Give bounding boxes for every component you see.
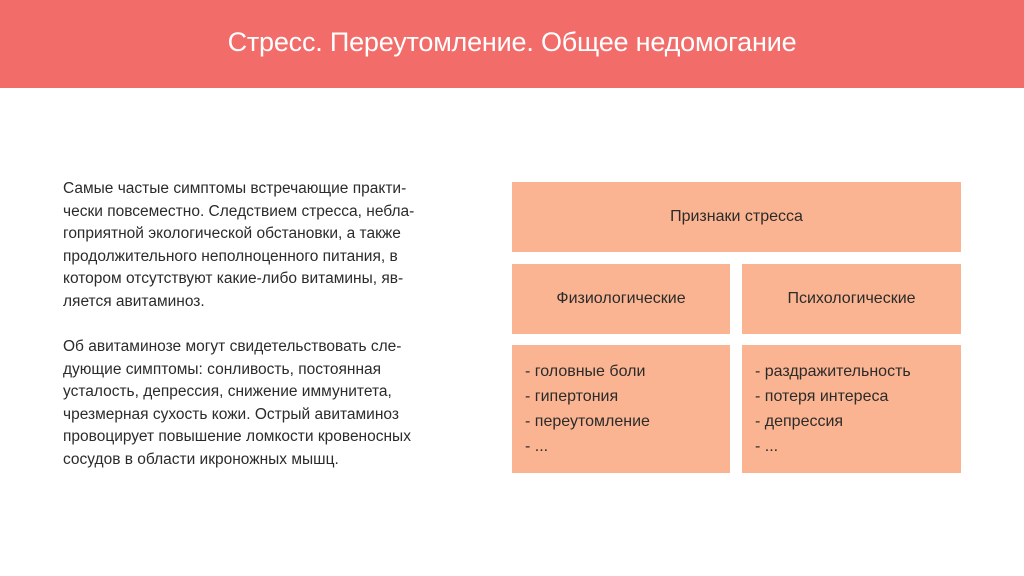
list-item: - ...: [525, 438, 549, 455]
paragraph-2: [63, 336, 503, 472]
list-item: - гипертония: [525, 388, 619, 405]
psychological-box: [742, 264, 961, 334]
slide-title: Стресс. Переутомление. Общее недомогание: [227, 27, 797, 57]
list-item: - переутомление: [525, 413, 650, 430]
stress-signs-box: [512, 182, 961, 252]
title-bar: [0, 0, 1024, 88]
paragraph-1-line: гоприятной экологической обстановки, а также: [63, 225, 401, 243]
paragraph-2-line: Об авитаминозе могут свидетельствовать сле-: [63, 338, 402, 355]
paragraph-2-line: провоцирует повышение ломкости кровеносных: [63, 428, 411, 446]
physiological-label: Физиологические: [556, 290, 686, 307]
paragraph-1-line: продолжительного неполноценного питания, в: [63, 247, 398, 265]
paragraph-2-line: чрезмерная сухость кожи. Острый авитаминоз: [63, 405, 399, 423]
paragraph-1-line: чески повсеместно. Следствием стресса, небла-: [63, 202, 415, 220]
physiological-box: [512, 264, 730, 334]
paragraph-1: [63, 178, 503, 314]
psychological-label: Психологические: [787, 290, 916, 307]
paragraph-1-line: Самые частые симптомы встречающие практи-: [63, 180, 407, 197]
psychological-symptoms-list: [742, 345, 961, 473]
stress-signs-label: Признаки стресса: [670, 208, 803, 225]
list-item: - потеря интереса: [755, 388, 889, 405]
list-item: - депрессия: [755, 413, 844, 430]
list-item: - раздражительность: [755, 363, 911, 380]
paragraph-1-line: котором отсутствуют какие-либо витамины, яв-: [63, 270, 404, 288]
paragraph-2-line: дующие симптомы: сонливость, постоянная: [63, 360, 382, 378]
paragraph-2-line: усталость, депрессия, снижение иммунитета,: [63, 383, 392, 401]
paragraph-2-line: сосудов в области икроножных мышц.: [63, 450, 339, 468]
list-item: - головные боли: [525, 363, 646, 380]
list-item: - ...: [755, 438, 779, 455]
paragraph-1-line: ляется авитаминоз.: [63, 292, 205, 310]
physiological-symptoms-list: [512, 345, 730, 473]
